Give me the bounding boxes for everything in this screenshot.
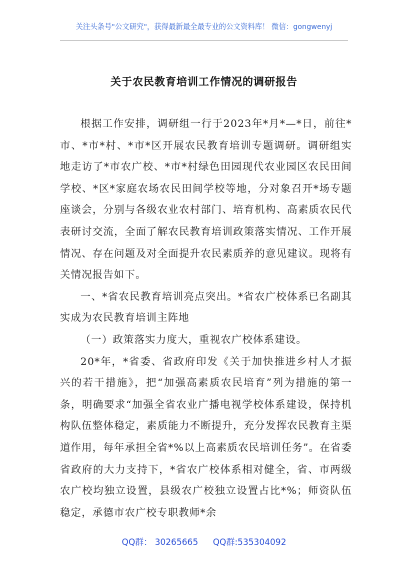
footer-qq-groups [0,536,408,548]
footer-qq-group-2: QQ群:535304092 [212,538,287,548]
header-divider [60,40,348,41]
paragraph-policy: 20*年，*省委、省政府印发《关于加快推进乡村人才振兴的若干措施》，把“加强高素质农民培育”列为措施的第一条，明确要求“加强全省农业广播电视学校体系建设，保持机构队伍整体稳定，素质能力不断提升，充分发挥农民教育主渠道作用，每年承担全省*%以上高素质农民培训任务”。在省委省政府的大力支持下，*省农广校体系相对健全，省、市两级农广校均独立设置，县级农广校独立设置占比*%；师资队伍稳定，承德市农广校专职教师*余 [60,356,352,519]
paragraph-subsection-heading: （一）政策落实力度大，重视农广校体系建设。 [80,334,307,346]
paragraph-intro: 根据工作安排，调研组一行于2023年*月*—*日，前往*市、*市*村、*市*区开展农民教育培训专题调研。调研组实地走访了*市农广校、*市*村绿色田园现代农业园区农民田间学校、*区*家庭农场农民田间学校等地，分对象召开*场专题座谈会，分别与各级农业农村部门、培育机构、高素质农民代表研讨交流，全面了解农民教育培训政策落实情况、工作开展情况、存在问题及对全面提升农民素质养的意见建议。现将有关情况报告如下。 [60,119,352,282]
footer-qq-group-1: QQ群： 30265665 [121,538,199,548]
header-banner: 关注头条号"公文研究"，获得最新最全最专业的公文资料库！ 微信：gongwenyj [75,22,333,31]
document-title: 关于农民教育培训工作情况的调研报告 [110,76,298,88]
paragraph-section-heading: 一、*省农民教育培训亮点突出。*省农广校体系已名副其实成为农民教育培训主阵地 [60,291,352,325]
document-body [60,114,352,524]
